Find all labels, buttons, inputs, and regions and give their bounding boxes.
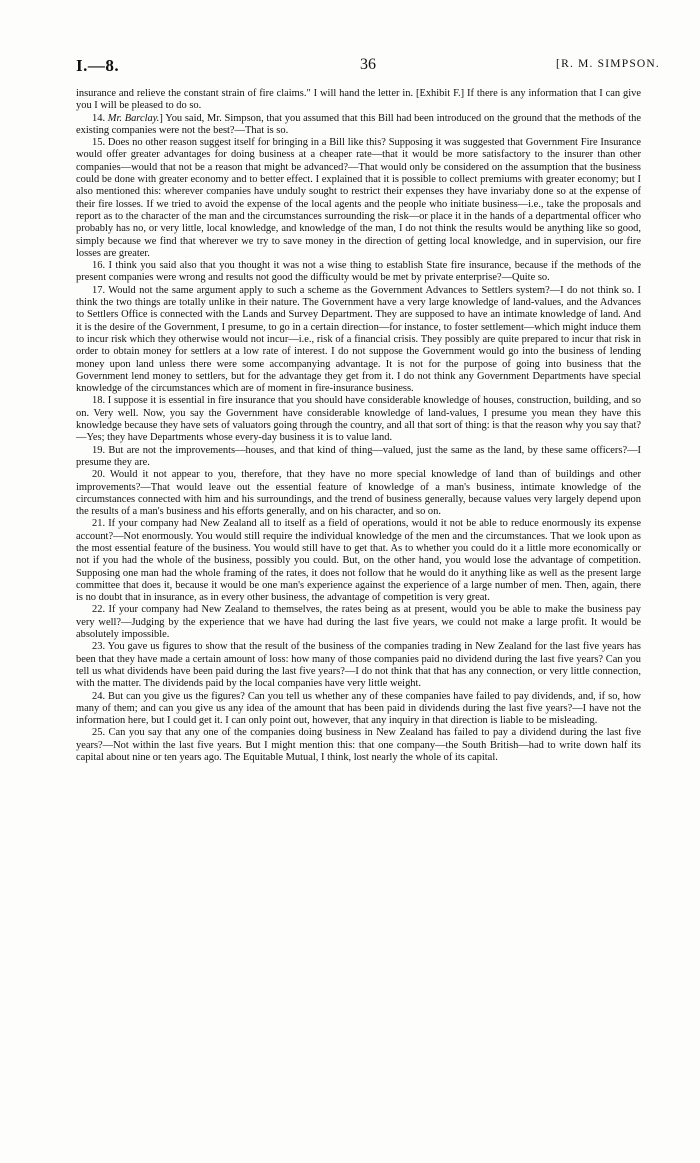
document-reference: I.—8.	[76, 56, 120, 75]
paragraph: 22. If your company had New Zealand to themselves, the rates being as at present, would you be able to make the business pay very well?—Judging by the experience that we have had during the last five years, we could not make a large profit. It would be absolutely impossible.	[76, 604, 641, 641]
page-number: 36	[360, 56, 376, 73]
page-header	[76, 56, 660, 78]
paragraph: 17. Would not the same argument apply to such a scheme as the Government Advances to Settlers system?—I do not think so. I think the two things are totally unlike in their nature. The Government have a very large knowledge of land-values, and the Advances to Settlers Office is connected with the Lands and Survey Department. They are supposed to have an intimate knowledge of land. And it is the desire of the Government, I presume, to go in a certain direction—for instance, to foster settlement—which might induce them to incur risk which they otherwise would not incur—i.e., risk of a financial crisis. They possibly are quite prepared to incur that risk in order to obtain money for settlers at a low rate of interest. I do not suppose the Government would go into the business of lending money upon land unless there were some accompanying advantage. It is not for the purpose of going into business that the Government lend money to settlers, but for the advantage they get from it. I do not think any Government Departments have special knowledge of the circumstances which are of moment in fire-insurance business.	[76, 284, 641, 395]
paragraph: 19. But are not the improvements—houses, and that kind of thing—valued, just the same as the land, by these same officers?—I presume they are.	[76, 444, 641, 468]
paragraph: 25. Can you say that any one of the companies doing business in New Zealand has failed to pay a dividend during the last five years?—Not within the last five years. But I might mention this: that one company—the South British—had to write down half its capital about nine or ten years ago. The Equitable Mutual, I think, lost nearly the whole of its capital.	[76, 727, 641, 764]
paragraph: 20. Would it not appear to you, therefore, that they have no more special knowledge of land than of buildings and other improvements?—That would leave out the essential feature of knowledge of a man's business, intimate knowledge of the circumstances connected with him and his surroundings, and the trend of business generally, because values very largely depend upon the results of a man's business and his efforts generally, and on his character, and so on.	[76, 469, 641, 518]
paragraph: 24. But can you give us the figures? Can you tell us whether any of these companies have failed to pay dividends, and, if so, how many of them; and can you give us any idea of the amount that has been paid in dividends during the last five years?—I have not the information here, but I could get it. I can only point out, however, that any inquiry in that direction is liable to be misleading.	[76, 690, 641, 727]
paragraph: 15. Does no other reason suggest itself for bringing in a Bill like this? Supposing it was suggested that Government Fire Insurance would offer greater advantages for doing business at a cheaper rate—that it would be more satisfactory to the insurer than other companies—would that not be a reason that might be advanced?—That would only be considered on the assumption that the business could be done with greater economy and to better effect. I explained that it is possible to collect premiums with greater economy; but I also mentioned this: wherever companies have unduly sought to restrict their expenses they have invariaby done so at the expense of their fire losses. If we tried to avoid the expense of the local agents and the people who initiate business—i.e., take the proposals and report as to the character of the man and the circumstances surrounding the risk—or place it in the hands of a departmental officer who probably has no, or very little, local knowledge, and knowledge of the man, I do not think the results would be anything like so good, simply because we find that wherever we try to save money in the direction of getting local knowledge, and in supervision, our fire losses are greater.	[76, 137, 641, 259]
speaker-name: Mr. Barclay.	[107, 112, 160, 124]
paragraph: 18. I suppose it is essential in fire insurance that you should have considerable knowledge of houses, construction, building, and so on. Very well. Now, you say the Government have considerable knowledge of land-values, I presume you mean they have this knowledge because they have sets of valuators going through the country, and all that sort of thing: is that the reason why you say that?—Yes; they have Departments whose every-day business it is to value land.	[76, 395, 641, 444]
paragraph: 16. I think you said also that you thought it was not a wise thing to establish State fire insurance, because if the methods of the present companies were wrong and results not good the difficulty would be met by private enterprise?—Quite so.	[76, 260, 641, 284]
paragraph	[76, 113, 641, 138]
document-body	[76, 88, 641, 764]
paragraph: 23. You gave us figures to show that the result of the business of the companies trading in New Zealand for the last five years has been that they have made a certain amount of loss: how many of those companies paid no dividend during the last five years? Can you tell us what dividends have been paid during the last five years?—I do not think that that has any connection, or very little connection, with the matter. The dividends paid by the local companies have very little weight.	[76, 641, 641, 690]
witness-name: [R. M. SIMPSON.	[556, 58, 660, 70]
paragraph: 21. If your company had New Zealand all to itself as a field of operations, would it not be able to reduce enormously its expense account?—Not enormously. You would still require the individual knowledge of the men and the circumstances. That we look upon as the most essential feature of the business. You would still have to get that. As to whether you could do it a little more economically or not if you had the whole of the business, possibly you could. But, on the other hand, you would lose the advantage of competition. Supposing one man had the whole framing of the rates, it does not follow that he would do it anything like as well as the present large committee that does it, because it would be one man's experience against the experience of a large number of men. Then, again, there is no doubt that in insurance, as in every other business, the advantage of competition is very great.	[76, 518, 641, 604]
paragraph-text: ] You said, Mr. Simpson, that you assumed that this Bill had been introduced on the ground that the methods of the existing companies were not the best?—That is so.	[76, 112, 641, 136]
question-number: 14.	[92, 112, 108, 124]
paragraph: insurance and relieve the constant strain of fire claims." I will hand the letter in. [Exhibit F.] If there is any information that I can give you I will be pleased to do so.	[76, 88, 641, 112]
